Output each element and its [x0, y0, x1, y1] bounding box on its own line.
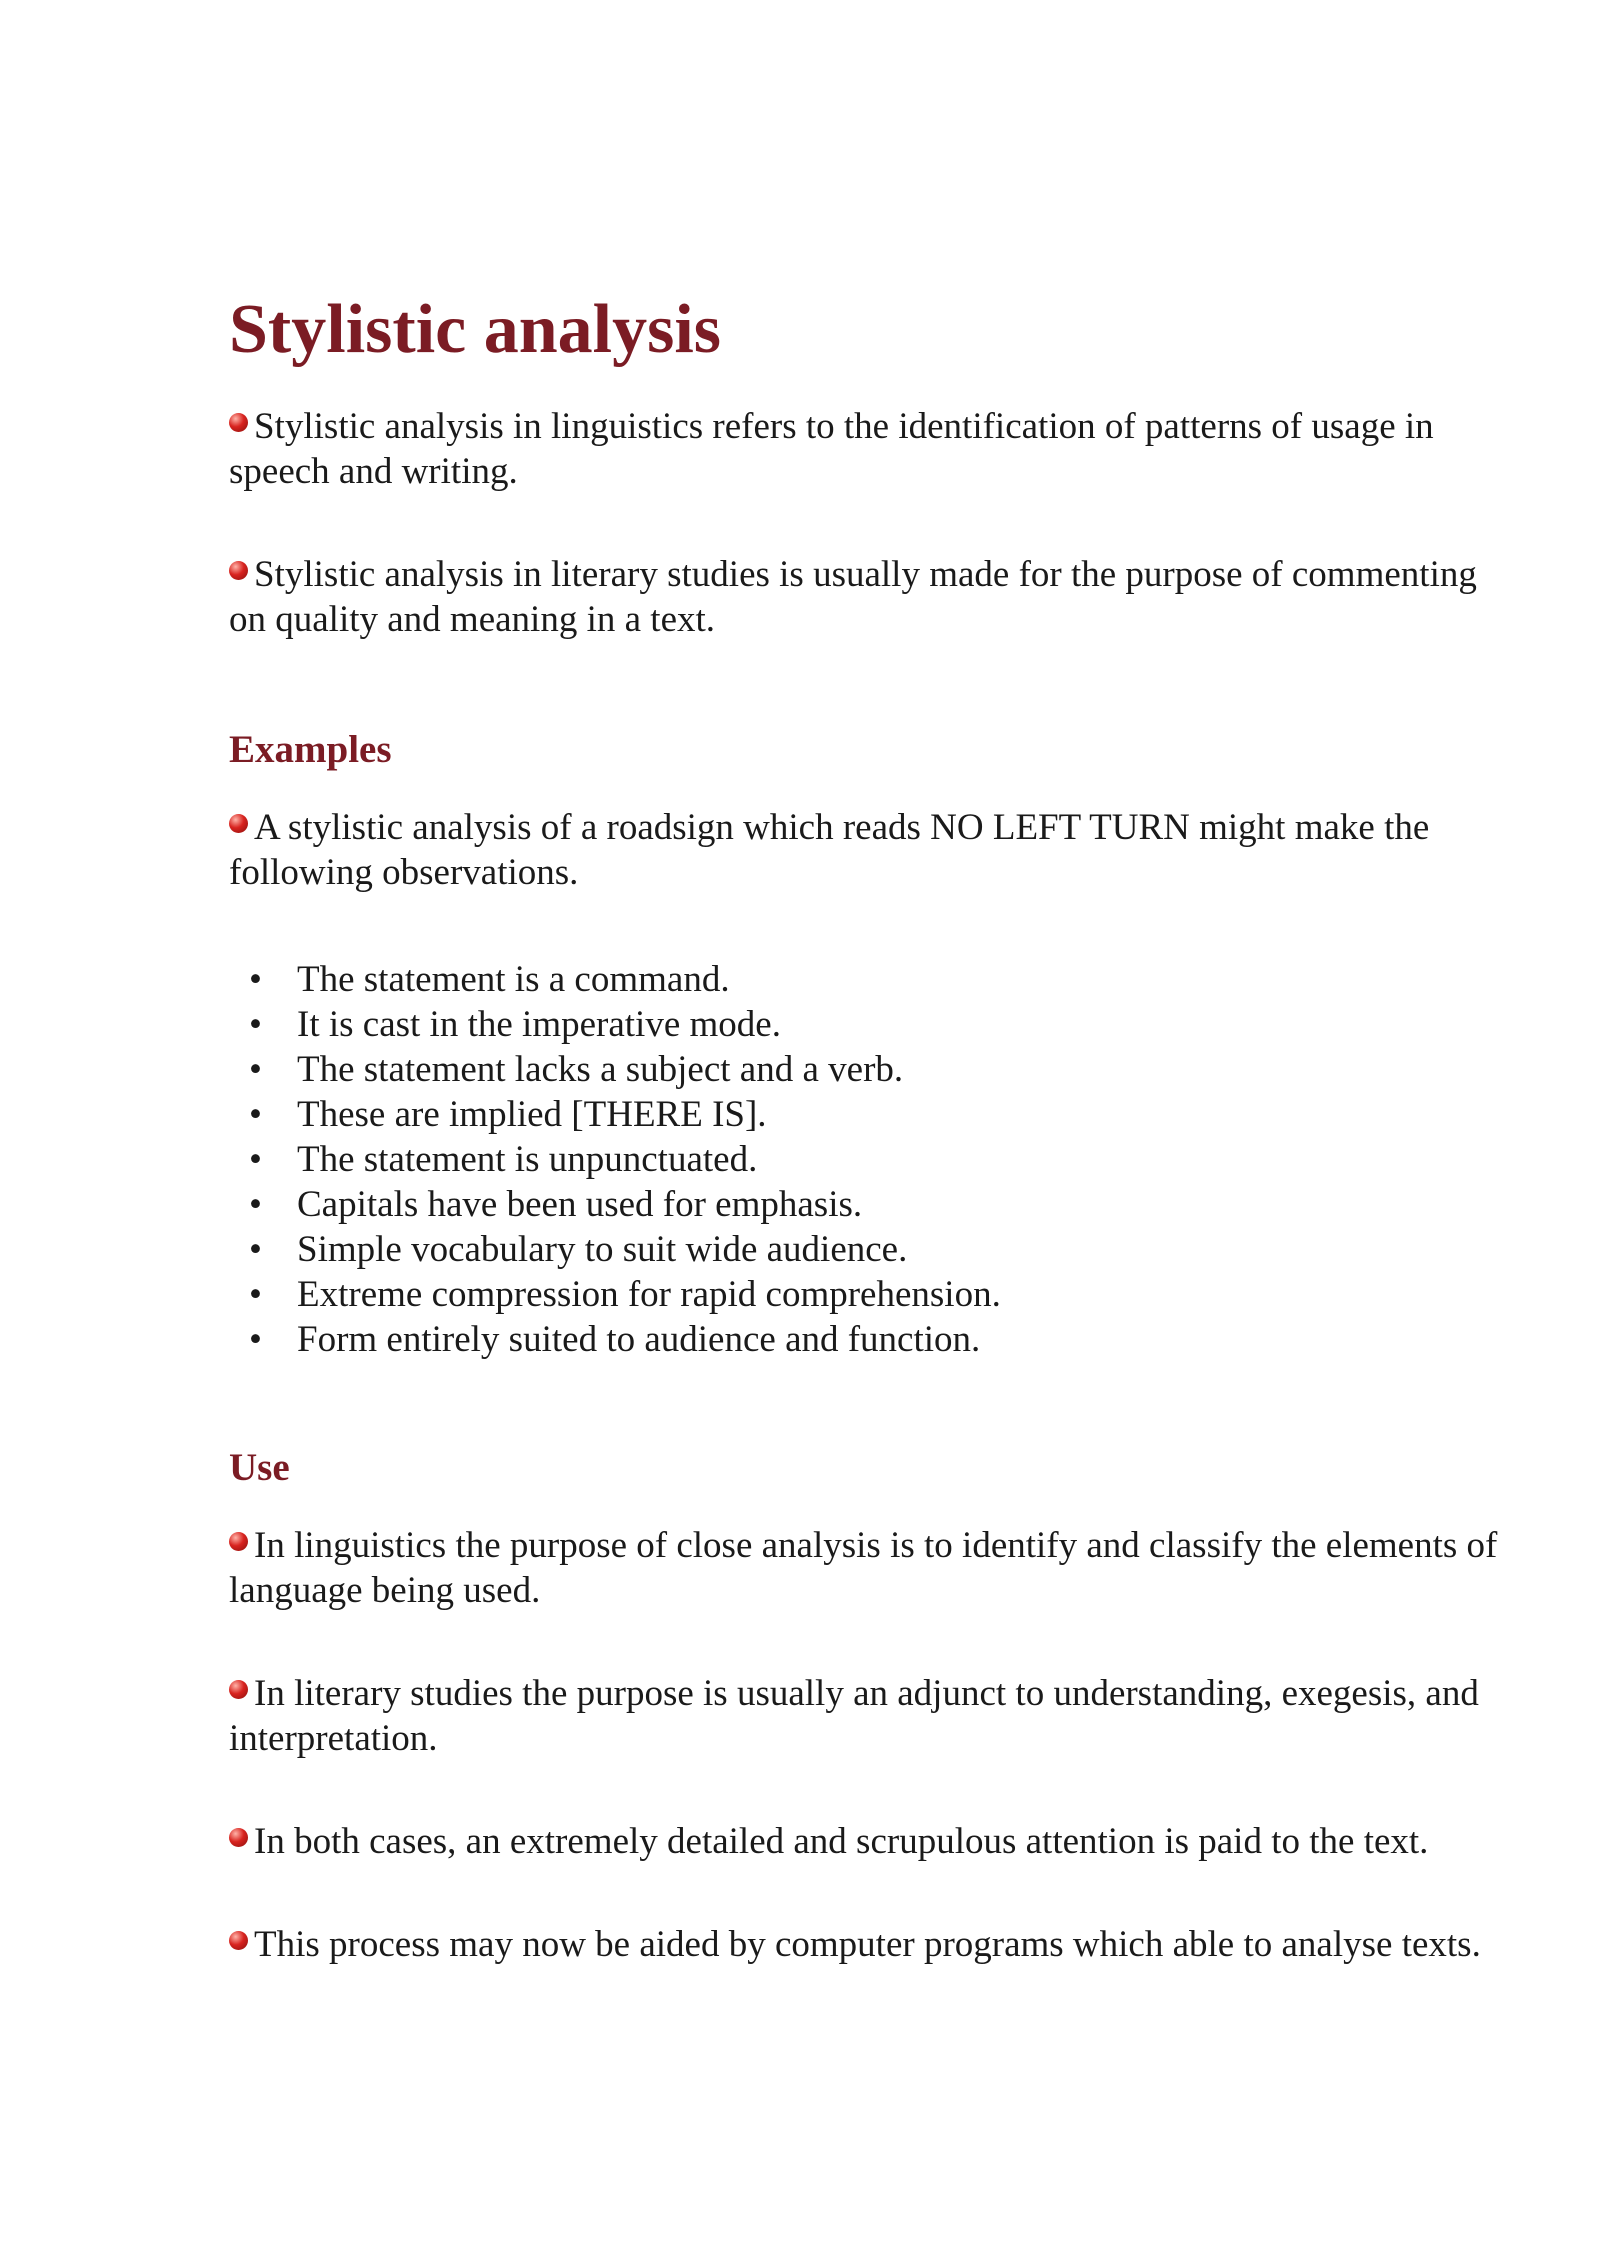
list-item	[229, 957, 1509, 1002]
examples-heading: Examples	[229, 728, 392, 771]
list-item-text: The statement is unpunctuated.	[297, 1139, 758, 1180]
red-ball-icon	[229, 561, 248, 580]
use-paragraph-text: In literary studies the purpose is usually an adjunct to understanding, exegesis, and interpretation.	[229, 1673, 1479, 1759]
document-page	[229, 290, 1509, 1967]
list-bullet: •	[249, 1004, 262, 1045]
list-item	[229, 1227, 1509, 1272]
list-item-text: The statement lacks a subject and a verb.	[297, 1049, 904, 1090]
page-title: Stylistic analysis	[229, 291, 722, 368]
list-item	[229, 1317, 1509, 1362]
use-paragraph	[229, 1922, 1509, 1967]
list-item-text: The statement is a command.	[297, 959, 730, 1000]
list-bullet: •	[249, 1139, 262, 1180]
list-bullet: •	[249, 1229, 262, 1270]
list-item-text: These are implied [THERE IS].	[297, 1094, 767, 1135]
intro-paragraph-text: Stylistic analysis in linguistics refers to the identification of patterns of usage in speech and writing.	[229, 406, 1434, 492]
list-bullet: •	[249, 1049, 262, 1090]
use-paragraph	[229, 1523, 1509, 1613]
list-item	[229, 1137, 1509, 1182]
observations-list	[229, 957, 1509, 1362]
list-item-text: Simple vocabulary to suit wide audience.	[297, 1229, 908, 1270]
red-ball-icon	[229, 1532, 248, 1551]
intro-paragraph	[229, 404, 1509, 494]
red-ball-icon	[229, 413, 248, 432]
list-item-text: Extreme compression for rapid comprehension.	[297, 1274, 1001, 1315]
list-item	[229, 1002, 1509, 1047]
use-paragraph-text: In both cases, an extremely detailed and scrupulous attention is paid to the text.	[254, 1821, 1429, 1862]
use-section	[229, 1523, 1509, 1967]
list-item-text: Capitals have been used for emphasis.	[297, 1184, 863, 1225]
list-bullet: •	[249, 1319, 262, 1360]
use-paragraph	[229, 1671, 1509, 1761]
examples-intro-paragraph	[229, 805, 1509, 895]
examples-section	[229, 805, 1509, 1362]
list-item-text: Form entirely suited to audience and function.	[297, 1319, 981, 1360]
red-ball-icon	[229, 814, 248, 833]
examples-intro-text: A stylistic analysis of a roadsign which reads NO LEFT TURN might make the following observations.	[229, 807, 1430, 893]
list-item	[229, 1047, 1509, 1092]
use-paragraph-text: In linguistics the purpose of close analysis is to identify and classify the elements of language being used.	[229, 1525, 1498, 1611]
list-item	[229, 1182, 1509, 1227]
use-paragraph	[229, 1819, 1509, 1864]
list-item	[229, 1272, 1509, 1317]
red-ball-icon	[229, 1828, 248, 1847]
list-bullet: •	[249, 959, 262, 1000]
intro-paragraph-text: Stylistic analysis in literary studies is usually made for the purpose of commenting on quality and meaning in a text.	[229, 554, 1477, 640]
red-ball-icon	[229, 1931, 248, 1950]
list-item	[229, 1092, 1509, 1137]
list-bullet: •	[249, 1094, 262, 1135]
red-ball-icon	[229, 1680, 248, 1699]
list-item-text: It is cast in the imperative mode.	[297, 1004, 781, 1045]
intro-paragraph	[229, 552, 1509, 642]
list-bullet: •	[249, 1184, 262, 1225]
use-paragraph-text: This process may now be aided by computer programs which able to analyse texts.	[254, 1924, 1481, 1965]
list-bullet: •	[249, 1274, 262, 1315]
intro-section	[229, 404, 1509, 642]
use-heading: Use	[229, 1446, 290, 1489]
